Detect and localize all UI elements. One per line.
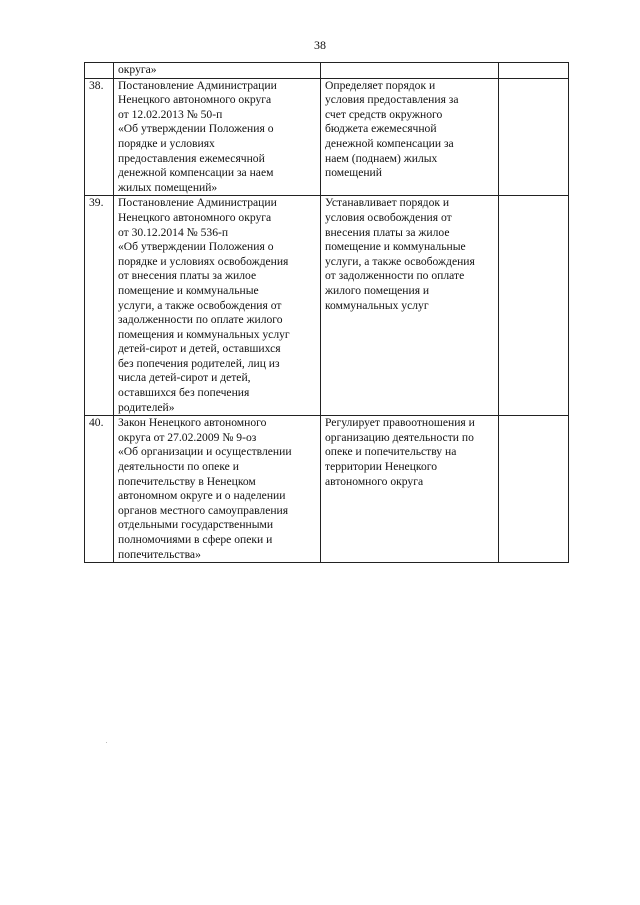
scan-speck xyxy=(106,742,107,743)
table-row xyxy=(85,416,569,563)
note-cell xyxy=(499,63,569,79)
document-cell: Закон Ненецкого автономного округа от 27.02.2009 № 9-оз «Об организации и осуществлении деятельности по опеке и попечительству в Ненецком автономном округе и о наделении органов местного самоуправления отдельными государственными полномочиями в сфере опеки и попечительства» xyxy=(114,416,321,563)
description-cell: Регулирует правоотношения и организацию деятельности по опеке и попечительству на территории Ненецкого автономного округа xyxy=(321,416,499,563)
document-cell: Постановление Администрации Ненецкого автономного округа от 12.02.2013 № 50-п «Об утверждении Положения о порядке и условиях предоставления ежемесячной денежной компенсации за наем жилых помещений» xyxy=(114,78,321,196)
table-row xyxy=(85,78,569,196)
row-number-cell: 38. xyxy=(85,78,114,196)
table-row-continuation xyxy=(85,63,569,79)
description-cell: Устанавливает порядок и условия освобождения от внесения платы за жилое помещение и коммунальные услуги, а также освобождения от задолженности по оплате жилого помещения и коммунальных услуг xyxy=(321,196,499,416)
legal-acts-table xyxy=(84,62,569,563)
note-cell xyxy=(499,196,569,416)
document-cell: Постановление Администрации Ненецкого автономного округа от 30.12.2014 № 536-п «Об утверждении Положения о порядке и условиях освобождения от внесения платы за жилое помещение и коммунальные услуги, а также освобождения от задолженности по оплате жилого помещения и коммунальных услуг детей-сирот и детей, оставшихся без попечения родителей, лиц из числа детей-сирот и детей, оставшихся без попечения родителей» xyxy=(114,196,321,416)
row-number-cell: 39. xyxy=(85,196,114,416)
document-cell: округа» xyxy=(114,63,321,79)
description-cell: Определяет порядок и условия предоставления за счет средств окружного бюджета ежемесячной денежной компенсации за наем (поднаем) жилых помещений xyxy=(321,78,499,196)
description-cell xyxy=(321,63,499,79)
page-number: 38 xyxy=(314,38,326,52)
note-cell xyxy=(499,78,569,196)
table-row xyxy=(85,196,569,416)
row-number-cell: 40. xyxy=(85,416,114,563)
row-number-cell xyxy=(85,63,114,79)
note-cell xyxy=(499,416,569,563)
